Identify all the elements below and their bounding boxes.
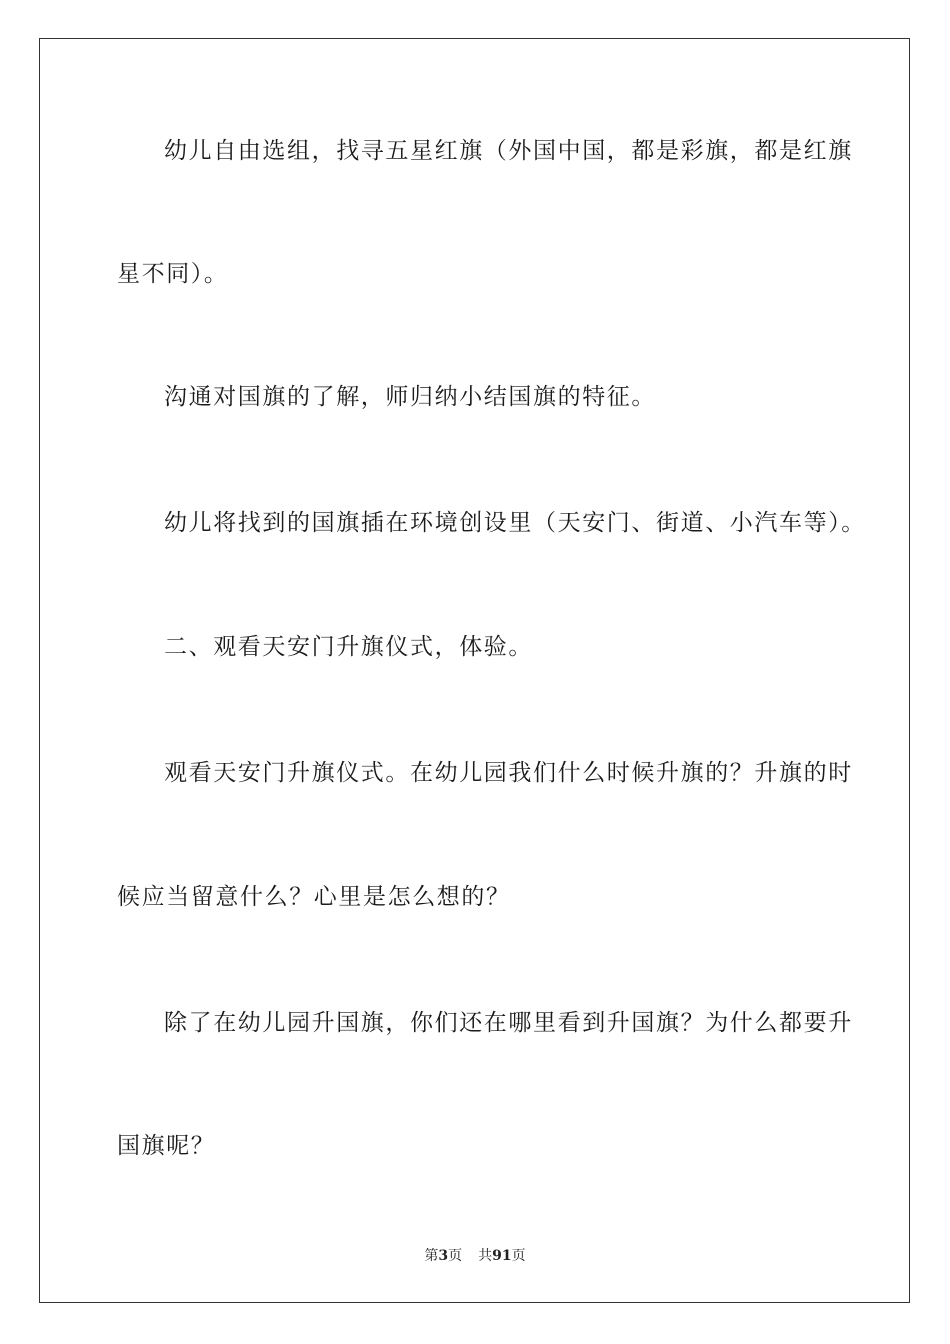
paragraph-line-8: 除了在幼儿园升国旗，你们还在哪里看到升国旗？为什么都要升: [164, 1010, 853, 1036]
paragraph-line-4: 幼儿将找到的国旗插在环境创设里（天安门、街道、小汽车等）。: [164, 510, 866, 536]
page-prefix: 第: [424, 1248, 439, 1264]
total-prefix: 共: [478, 1248, 493, 1264]
page-footer: [0, 1246, 950, 1266]
page-suffix: 页: [448, 1248, 463, 1264]
page-border: [39, 38, 910, 1303]
paragraph-line-9: 国旗呢？: [117, 1133, 216, 1159]
paragraph-line-2: 星不同）。: [117, 261, 229, 287]
total-page-number: 91: [492, 1248, 512, 1264]
paragraph-line-6: 观看天安门升旗仪式。在幼儿园我们什么时候升旗的？升旗的时: [164, 760, 853, 786]
paragraph-line-1: 幼儿自由选组，找寻五星红旗（外国中国，都是彩旗，都是红旗: [164, 138, 853, 164]
current-page-number: 3: [438, 1248, 449, 1264]
section-heading: 二、观看天安门升旗仪式，体验。: [164, 634, 533, 660]
total-suffix: 页: [511, 1248, 526, 1264]
paragraph-line-3: 沟通对国旗的了解，师归纳小结国旗的特征。: [164, 384, 656, 410]
paragraph-line-7: 候应当留意什么？心里是怎么想的？: [117, 884, 511, 910]
